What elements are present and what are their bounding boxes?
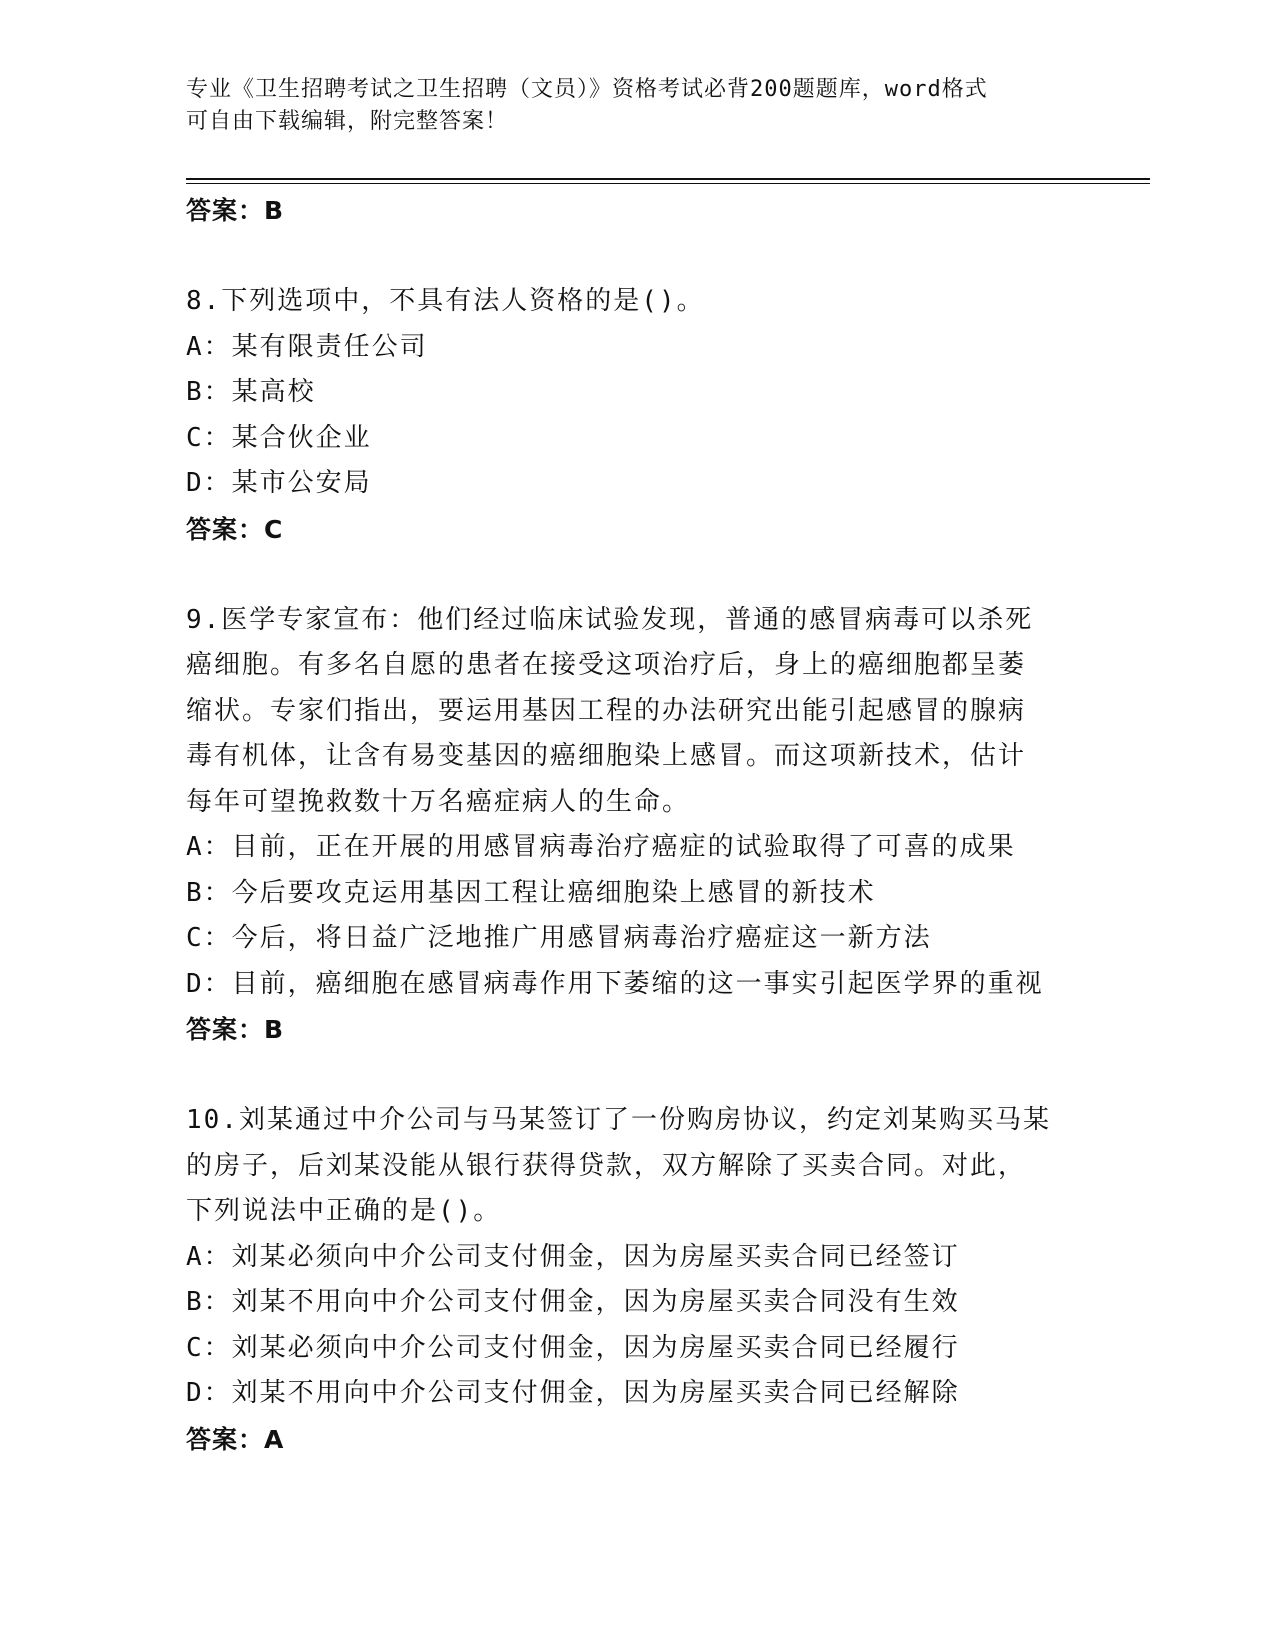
page-header bbox=[186, 74, 1066, 138]
option-a: A：某有限责任公司 bbox=[186, 331, 428, 362]
option-d: D：某市公安局 bbox=[186, 468, 372, 498]
option-c: C：今后，将日益广泛地推广用感冒病毒治疗癌症这一新方法 bbox=[186, 923, 932, 953]
header-rule-thick bbox=[186, 178, 1150, 180]
option-a: A：目前，正在开展的用感冒病毒治疗癌症的试验取得了可喜的成果 bbox=[186, 832, 1016, 862]
question-stem: 10.刘某通过中介公司与马某签订了一份购房协议，约定刘某购买马某 bbox=[186, 1105, 1051, 1135]
option-c: C：某合伙企业 bbox=[186, 422, 372, 453]
question-block bbox=[186, 279, 1106, 552]
question-stem: 9.医学专家宣布：他们经过临床试验发现，普通的感冒病毒可以杀死 bbox=[186, 604, 1034, 635]
option-b: B：某高校 bbox=[186, 377, 316, 407]
question-stem: 的房子，后刘某没能从银行获得贷款，双方解除了买卖合同。对此， bbox=[186, 1150, 1027, 1181]
question-stem: 缩状。专家们指出，要运用基因工程的办法研究出能引起感冒的腺病 bbox=[186, 695, 1027, 726]
answer-line: 答案：B bbox=[186, 196, 285, 225]
spacer bbox=[186, 234, 1106, 280]
spacer bbox=[186, 1053, 1106, 1099]
option-b: B：今后要攻克运用基因工程让癌细胞染上感冒的新技术 bbox=[186, 877, 876, 908]
question-stem: 8.下列选项中，不具有法人资格的是()。 bbox=[186, 286, 705, 316]
question-block bbox=[186, 598, 1106, 1053]
header-line-2: 可自由下载编辑，附完整答案！ bbox=[186, 109, 509, 134]
answer-line: 答案：B bbox=[186, 1015, 285, 1044]
question-stem: 毒有机体，让含有易变基因的癌细胞染上感冒。而这项新技术，估计 bbox=[186, 741, 1027, 771]
option-d: D：目前，癌细胞在感冒病毒作用下萎缩的这一事实引起医学界的重视 bbox=[186, 968, 1044, 999]
header-rule-thin bbox=[186, 183, 1150, 184]
answer-line: 答案：A bbox=[186, 1424, 285, 1454]
document-body bbox=[186, 188, 1106, 1462]
option-a: A：刘某必须向中介公司支付佣金，因为房屋买卖合同已经签订 bbox=[186, 1241, 960, 1272]
header-line-1: 专业《卫生招聘考试之卫生招聘（文员）》资格考试必背200题题库，word格式 bbox=[186, 77, 988, 102]
option-d: D：刘某不用向中介公司支付佣金，因为房屋买卖合同已经解除 bbox=[186, 1378, 960, 1408]
question-stem: 下列说法中正确的是()。 bbox=[186, 1196, 502, 1226]
question-block bbox=[186, 1098, 1106, 1462]
option-c: C：刘某必须向中介公司支付佣金，因为房屋买卖合同已经履行 bbox=[186, 1332, 960, 1363]
question-stem: 每年可望挽救数十万名癌症病人的生命。 bbox=[186, 786, 691, 817]
answer-line: 答案：C bbox=[186, 514, 284, 544]
spacer bbox=[186, 552, 1106, 598]
option-b: B：刘某不用向中介公司支付佣金，因为房屋买卖合同没有生效 bbox=[186, 1287, 960, 1317]
question-stem: 癌细胞。有多名自愿的患者在接受这项治疗后，身上的癌细胞都呈萎 bbox=[186, 650, 1027, 680]
